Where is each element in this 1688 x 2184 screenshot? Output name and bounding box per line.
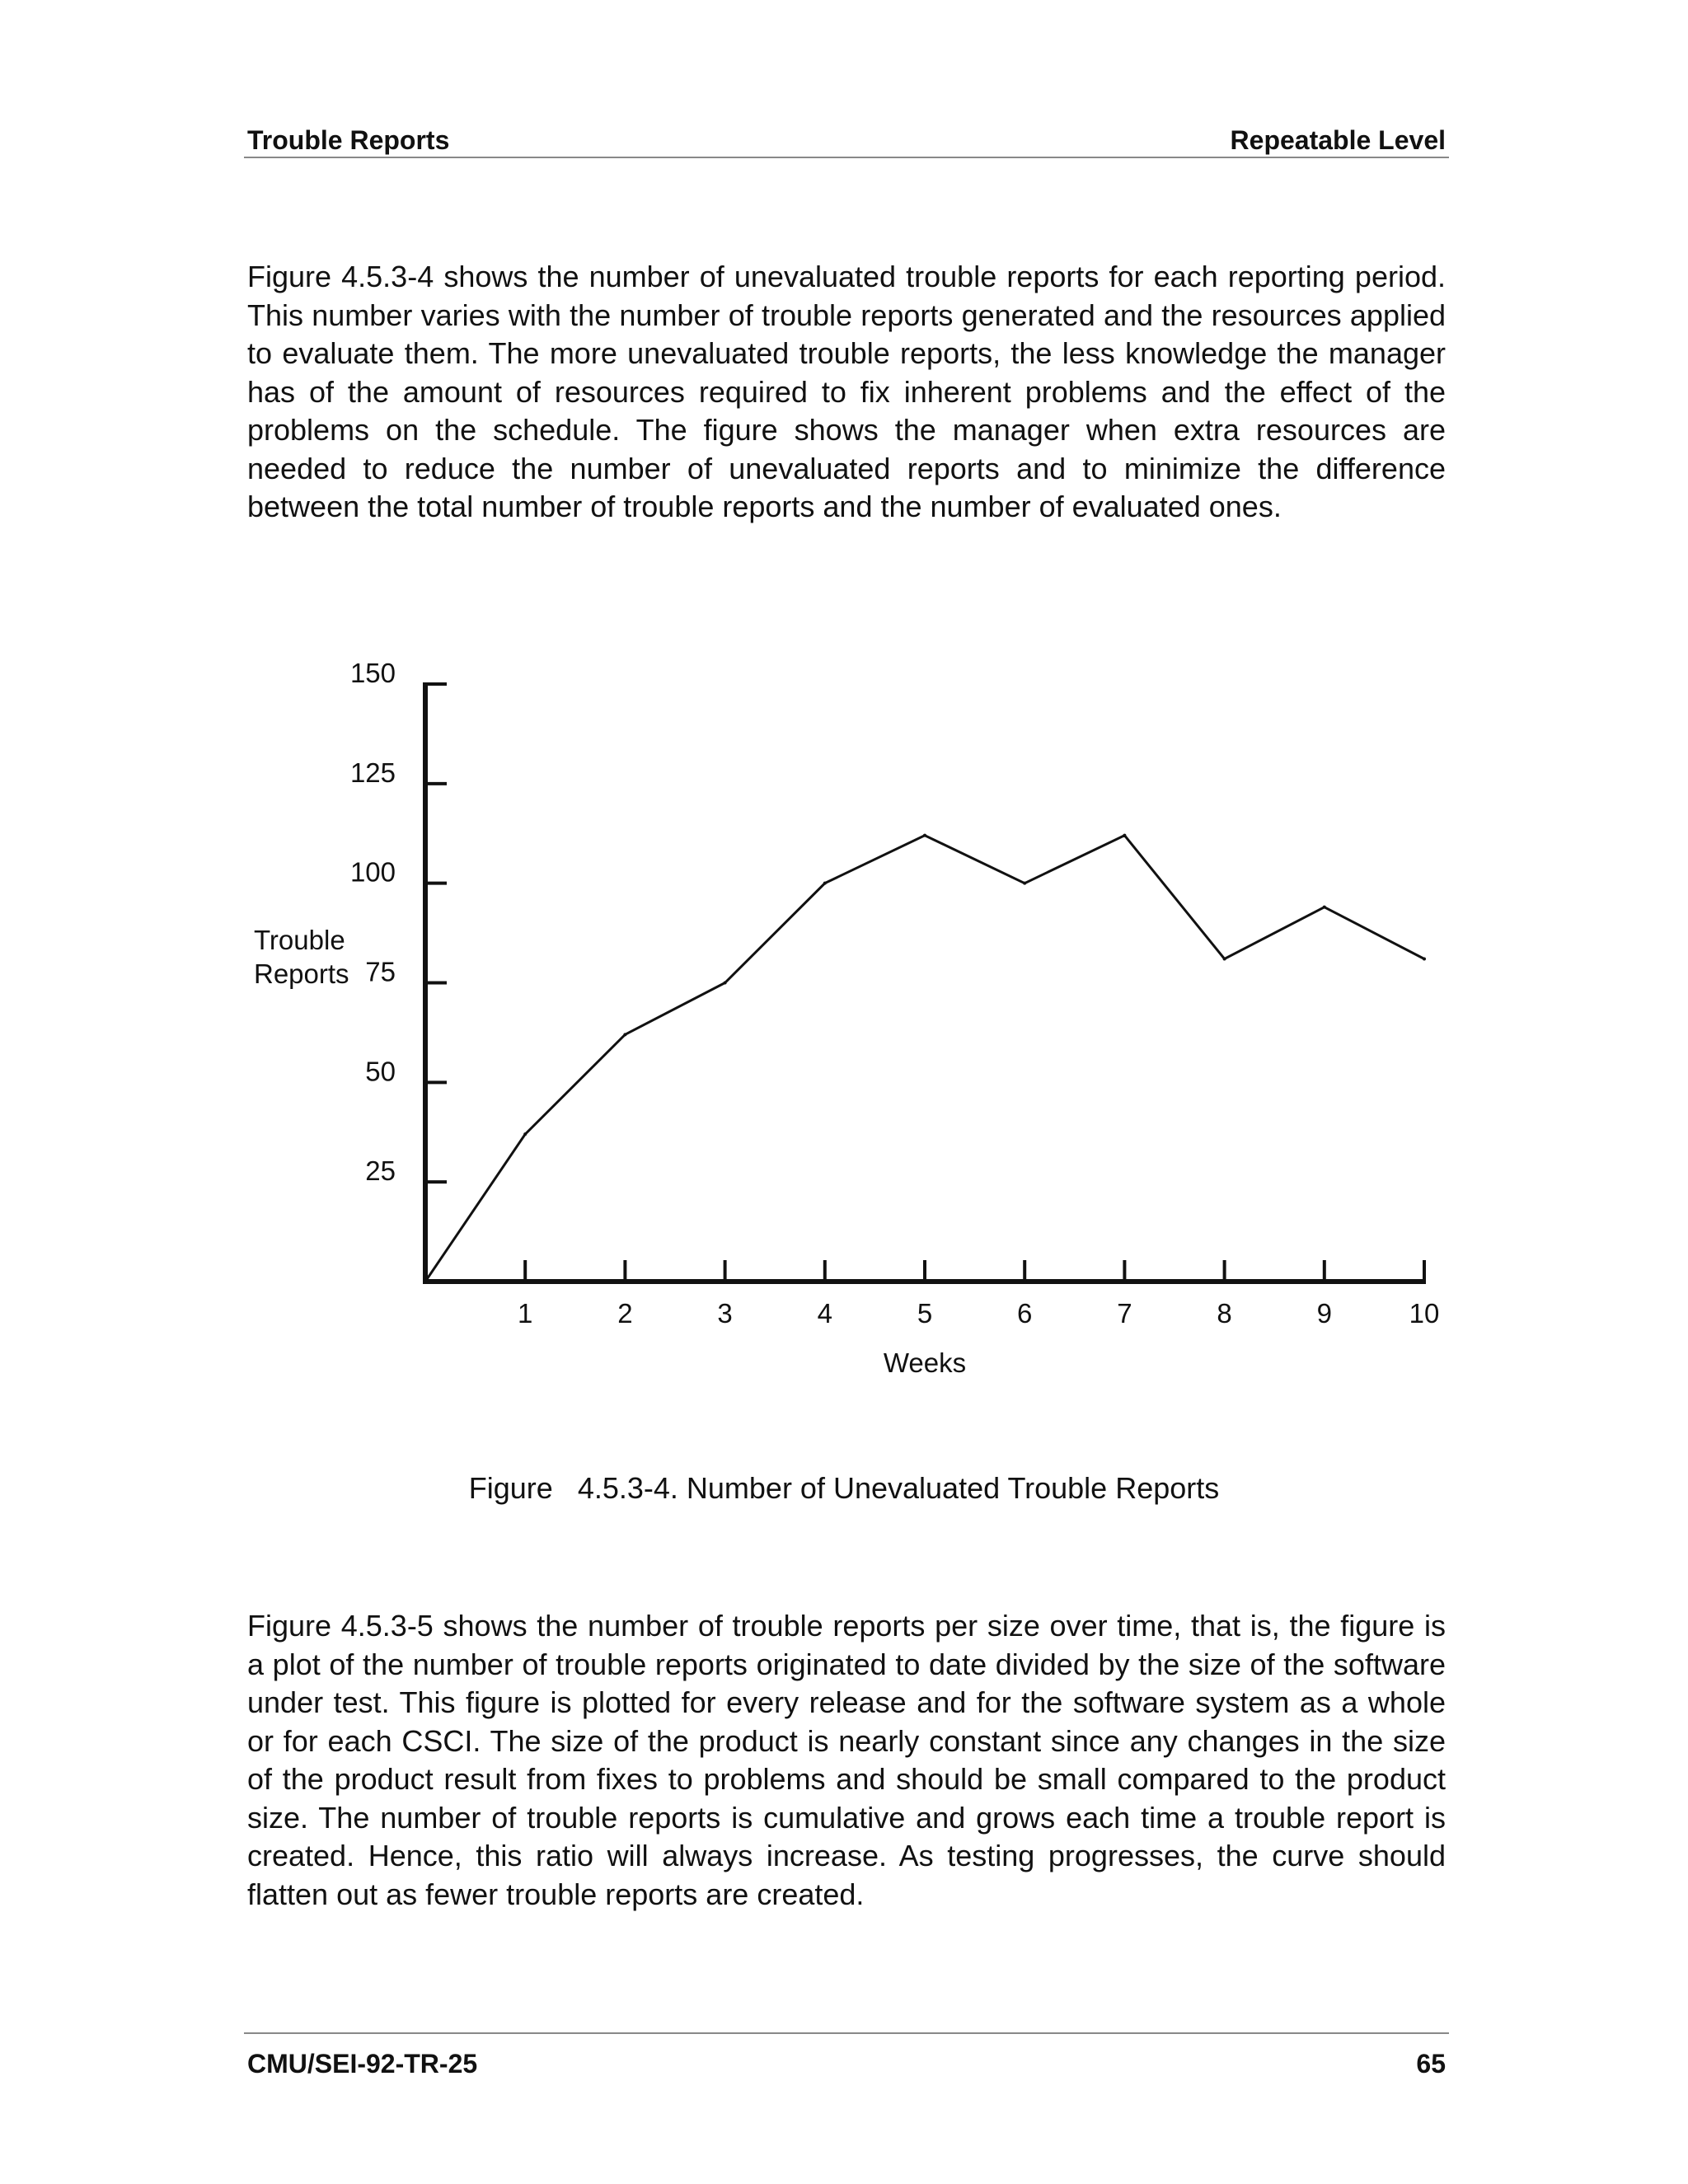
y-tick-label-25: 25 [365, 1155, 396, 1187]
y-axis-title-line2: Reports [254, 958, 349, 989]
page-footer [244, 2032, 1449, 2083]
data-point-week-3 [724, 982, 727, 985]
y-axis-title-line1: Trouble [254, 925, 345, 955]
x-tick-label-5: 5 [917, 1298, 933, 1329]
y-tick-label-75: 75 [365, 956, 396, 987]
y-tick-label-150: 150 [349, 658, 396, 688]
data-point-week-4 [823, 882, 827, 885]
page-header [244, 124, 1449, 158]
y-tick-label-50: 50 [365, 1056, 396, 1087]
data-point-week-8 [1223, 958, 1226, 961]
x-tick-label-9: 9 [1316, 1298, 1332, 1329]
data-point-week-0 [424, 1280, 427, 1283]
data-point-week-10 [1423, 958, 1426, 961]
figure-caption-label: Figure [468, 1471, 553, 1505]
data-point-week-6 [1023, 882, 1026, 885]
body-paragraph-followup: Figure 4.5.3-5 shows the number of trouble reports per size over time, that is, the figure is a plot of the number of trouble reports originated to date divided by the size of the software under test. This figure is plotted for every release and for the software system as a whole or for each CSCI. The size of the product is nearly constant since any changes in the size of the product result from fixes to problems and should be small compared to the product size. The number of trouble reports is cumulative and grows each time a trouble report is created. Hence, this ratio will always increase. As testing progresses, the curve should flatten out as fewer trouble reports are created. [247, 1609, 1446, 1911]
data-point-week-7 [1123, 834, 1126, 837]
series-line-unevaluated-reports [425, 836, 1424, 1282]
footer-report-id: CMU/SEI-92-TR-25 [247, 2049, 478, 2079]
data-point-week-2 [623, 1033, 626, 1036]
x-tick-label-2: 2 [617, 1298, 633, 1329]
x-axis-title: Weeks [883, 1347, 967, 1378]
x-tick-label-8: 8 [1217, 1298, 1232, 1329]
page-number: 65 [1416, 2049, 1446, 2079]
x-tick-label-4: 4 [817, 1298, 832, 1329]
data-point-week-1 [523, 1132, 527, 1136]
figure-caption-text: 4.5.3-4. Number of Unevaluated Trouble Reports [577, 1471, 1220, 1505]
body-paragraph-intro: Figure 4.5.3-4 shows the number of unevaluated trouble reports for each reporting period. This number varies with the number of trouble reports generated and the resources applied to evaluate them. The more unevaluated trouble reports, the less knowledge the manager has of the amount of resources required to fix inherent problems and the effect of the problems on the schedule. The figure shows the manager when extra resources are needed to reduce the number of unevaluated reports and to minimize the difference between the total number of trouble reports and the number of evaluated ones. [247, 260, 1446, 523]
x-tick-label-10: 10 [1409, 1298, 1440, 1329]
figure-caption [0, 1471, 1688, 1506]
y-axis-title [254, 923, 353, 991]
header-level-title: Repeatable Level [1230, 125, 1446, 155]
y-tick-label-125: 125 [349, 757, 396, 788]
chart-canvas [244, 643, 1456, 1401]
y-tick-label-100: 100 [349, 856, 396, 888]
unevaluated-reports-chart [244, 643, 1456, 1401]
x-tick-label-1: 1 [518, 1298, 533, 1329]
data-point-week-9 [1323, 906, 1326, 909]
header-section-title: Trouble Reports [247, 125, 450, 155]
x-tick-label-7: 7 [1117, 1298, 1132, 1329]
x-tick-label-6: 6 [1017, 1298, 1033, 1329]
data-point-week-5 [923, 834, 926, 837]
x-tick-label-3: 3 [717, 1298, 733, 1329]
